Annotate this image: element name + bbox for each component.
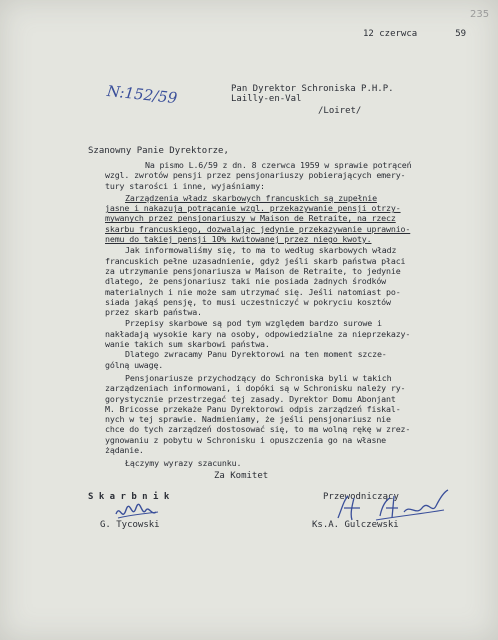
date-text: 12 czerwca (363, 29, 418, 39)
body-line: nemu do takiej pensji 10% kwitowanej przez niego kwoty. (105, 234, 372, 245)
paragraph-4 (105, 318, 475, 349)
pencil-page-number: 235 (470, 9, 490, 20)
paragraph-closing (105, 458, 475, 468)
body-line: za utrzymanie pensjonariusza w Maison de Retraite, to jedynie (105, 265, 401, 276)
salutation: Szanowny Panie Dyrektorze, (88, 146, 229, 156)
paragraph-5 (105, 349, 475, 370)
recipient-line-2: Lailly-en-Val (231, 94, 302, 105)
body-line: francuskich pełne uzasadnienie, gdyż jeśli skarb państwa płaci (105, 255, 406, 266)
body-line: Pensjonariusze przychodzący do Schroniska byli w takich (125, 372, 392, 383)
body-line: gorystycznie przestrzegać tej zasady. Dyrektor Domu Abonjant (105, 393, 396, 404)
body-line: Jak informowaliśmy się, to ma to według skarbowych władz (125, 245, 397, 256)
body-line: nakładają wysokie kary na osoby, odpowiedzialne za nieprzekazy- (105, 328, 411, 339)
body-line: materialnych i nie może sam utrzymać się. Jeśli natomiast po- (105, 286, 401, 297)
body-line: dlatego, że pensjonariusz taki nie posiada żadnych środków (105, 276, 387, 287)
body-line: wanie takich sum skarbowi państwa. (105, 339, 270, 350)
paragraph-3 (105, 245, 475, 317)
recipient-line-1: Pan Dyrektor Schroniska P.H.P. (231, 84, 394, 94)
paragraph-1 (105, 160, 475, 191)
letter-date (363, 29, 466, 39)
body-line: siada jakąś pensję, to musi uczestniczyć w pokryciu kosztów (105, 296, 391, 307)
body-line: wzgl. zwrotów pensji przez pensjonariuszy pobierających emery- (105, 170, 406, 181)
body-line: Dlatego zwracamy Panu Dyrektorowi na ten moment szcze- (125, 349, 387, 360)
body-line: M. Bricosse przekaże Panu Dyrektorowi odpis zarządzeń fiskal- (105, 403, 401, 414)
date-year: 59 (455, 29, 467, 39)
body-line: Na pismo L.6/59 z dn. 8 czerwca 1959 w sprawie potrąceń (145, 160, 412, 170)
paragraph-2 (105, 193, 475, 244)
reference-number-handwritten: N:152/59 (106, 82, 179, 108)
treasurer-title: S k a r b n i k (88, 492, 170, 502)
body-line: Przepisy skarbowe są pod tym względem bardzo surowe i (125, 318, 382, 329)
recipient-block (231, 83, 394, 117)
paragraph-6 (105, 373, 475, 455)
body-line: Łączymy wyrazy szacunku. (125, 458, 242, 469)
letter-body (105, 160, 475, 469)
body-line: gólną uwagę. (105, 359, 164, 370)
body-line: jasne i nakazują potrącanie wzgl. przekazywanie pensji otrzy- (105, 203, 401, 214)
treasurer-name: G. Tycowski (100, 520, 160, 530)
chairman-title: Przewodniczący (323, 492, 399, 502)
body-line: chce do tych zarządzeń dostosować się, to ma wolną rękę w zrez- (105, 424, 411, 435)
body-line: skarbu francuskiego, dozwalając jedynie przekazywanie uprawnio- (105, 223, 411, 234)
body-line: ygnowaniu z pobytu w Schronisku i opuszczenia go na własne (105, 434, 387, 445)
body-line: przez skarb państwa. (105, 307, 202, 318)
committee-label: Za Komitet (214, 471, 269, 481)
body-line: mywanych przez pensjonariuszy w Maison de Retraite, na rzecz (105, 213, 396, 224)
body-line: Zarządzenia władz skarbowych francuskich są zupełnie (125, 192, 377, 203)
recipient-line-3: /Loiret/ (318, 106, 362, 117)
body-line: tury starości i inne, wyjaśniamy: (105, 180, 265, 191)
body-line: zarządzeniach informowani, i dopóki są w Schronisku należy ry- (105, 383, 406, 394)
body-line: żądanie. (105, 445, 144, 456)
chairman-name: Ks.A. Gulczewski (312, 520, 399, 530)
body-line: nych w tej sprawie. Nadmieniamy, że jeśli pensjonariusz nie (105, 414, 391, 425)
